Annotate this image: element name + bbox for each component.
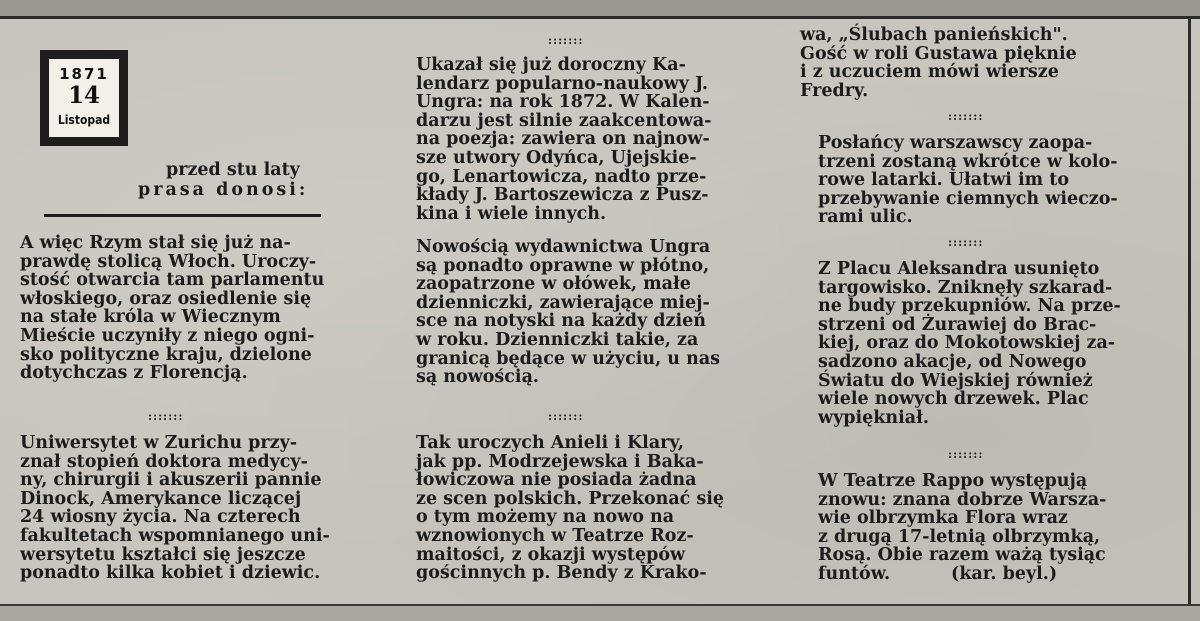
text-line: w roku. Dzienniczki takie, za: [416, 329, 699, 350]
text-line: ne budy przekupniów. Na prze-: [818, 296, 1121, 317]
date-month: Listopad: [57, 113, 111, 127]
text-line: Światu do Wiejskiej również: [818, 370, 1093, 391]
text-line: znał stopień doktora medycy-: [20, 451, 308, 472]
text-line: rowe latarki. Ułatwi im to: [818, 170, 1070, 191]
right-column-rule: [1188, 16, 1191, 606]
date-day: 14: [67, 82, 100, 109]
top-rule: [0, 16, 1200, 19]
separator: :::::::: [948, 110, 984, 123]
bottom-margin-strip: [0, 606, 1200, 621]
separator: :::::::: [548, 34, 584, 47]
text-line: strzeni od Żurawiej do Brac-: [818, 314, 1097, 335]
text-line: sko polityczne kraju, dzielone: [20, 344, 312, 365]
text-line: 24 wiosny życia. Na czterech: [20, 507, 301, 528]
kicker-line-1: przed stu laty: [166, 160, 300, 180]
date-box: [40, 50, 128, 146]
text-line: kłady J. Bartoszewicza z Pusz-: [416, 185, 709, 206]
text-line: gościnnych p. Bendy z Krako-: [416, 563, 707, 584]
text-line: są ponadto oprawne w płótno,: [416, 255, 710, 276]
text-line: o tym możemy na nowo na: [416, 507, 675, 528]
text-line: wiele nowych drzewek. Plac: [818, 389, 1089, 410]
text-line: W Teatrze Rappo występują: [818, 471, 1088, 491]
text-line: lendarz popularno-naukowy J.: [416, 73, 708, 94]
text-line: ponadto kilka kobiet i dziewic.: [20, 563, 321, 584]
text-line: ze scen polskich. Przekonać się: [416, 488, 725, 509]
text-line: dzienniczki, zawierające miej-: [416, 292, 710, 313]
article-rome: [20, 234, 324, 383]
text-line: Posłańcy warszawscy zaopa-: [818, 133, 1093, 153]
text-line: rami ulic.: [818, 207, 913, 228]
article-zurich: [20, 434, 330, 583]
text-line: granicą będące w użyciu, u nas: [416, 348, 721, 369]
text-line: wa, „Ślubach panieńskich".: [800, 25, 1068, 45]
text-line: Dinock, Amerykance liczącej: [20, 488, 302, 509]
text-line: na stałe króla w Wiecznym: [20, 307, 281, 328]
text-line: kina i wiele innych.: [416, 203, 607, 224]
text-line: na poezja: zawiera on najnow-: [416, 129, 710, 150]
text-line: wie olbrzymka Flora wraz: [818, 508, 1068, 529]
article-theatre-continued: [800, 26, 1077, 100]
text-line: Mieście uczyniły z niego ogni-: [20, 325, 315, 346]
separator: :::::::: [548, 410, 584, 423]
separator: :::::::: [148, 410, 184, 423]
kicker-line-2: prasa donosi:: [138, 180, 309, 200]
text-line: prawdę stolicą Włoch. Uroczy-: [20, 251, 317, 272]
article-diaries: [416, 238, 720, 387]
text-line: są nowością.: [416, 367, 540, 388]
text-line: jak pp. Modrzejewska i Baka-: [416, 451, 704, 472]
header-rule: [44, 214, 321, 217]
article-square: [818, 260, 1121, 427]
text-line: darzu jest silnie zaakcentowa-: [416, 110, 712, 131]
text-line: kiej, oraz do Mokotowskiej za-: [818, 333, 1116, 354]
text-line: maitości, z okazji występów: [416, 544, 686, 565]
text-line: z drugą 17-letnią olbrzymką,: [818, 526, 1101, 547]
separator: :::::::: [948, 236, 984, 249]
article-calendar: [416, 56, 711, 223]
text-line: ny, chirurgii i akuszerii pannie: [20, 470, 322, 491]
article-messengers: [818, 134, 1118, 227]
text-line: Nowością wydawnictwa Ungra: [416, 237, 711, 257]
separator: :::::::: [948, 448, 984, 461]
text-line: wypiękniał.: [818, 407, 929, 428]
text-line: targowisko. Zniknęły szkarad-: [818, 277, 1113, 298]
text-line: trzeni zostaną wkrótce w kolo-: [818, 151, 1118, 172]
text-line: wznowionych w Teatrze Roz-: [416, 525, 694, 546]
text-line: włoskiego, oraz osiedlenie się: [20, 288, 312, 309]
article-theatre-roles: [416, 434, 724, 583]
text-line: fakultetach wspomnianego uni-: [20, 525, 330, 546]
text-line: Ukazał się już doroczny Ka-: [416, 55, 686, 75]
text-line: funtów. (kar. beyl.): [818, 563, 1058, 584]
text-line: stość otwarcia tam parlamentu: [20, 270, 325, 291]
text-line: Tak uroczych Anieli i Klary,: [416, 433, 684, 453]
text-line: sadzono akacje, od Nowego: [818, 351, 1087, 372]
text-line: A więc Rzym stał się już na-: [20, 233, 291, 253]
text-line: przebywanie ciemnych wieczo-: [818, 188, 1118, 209]
text-line: łowiczowa nie posiada żadna: [416, 470, 697, 491]
text-line: znowu: znana dobrze Warsza-: [818, 489, 1107, 510]
article-rappo-theatre: [818, 472, 1106, 584]
text-line: Uniwersytet w Zurichu przy-: [20, 433, 298, 453]
text-line: Ungra: na rok 1872. W Kalen-: [416, 92, 710, 113]
text-line: Rosą. Obie razem ważą tysiąc: [818, 545, 1106, 566]
text-line: zaopatrzone w ołówek, małe: [416, 274, 691, 295]
date-year: 1871: [59, 65, 109, 83]
text-line: Fredry.: [800, 80, 869, 101]
top-margin-strip: [0, 0, 1200, 16]
text-line: sze utwory Odyńca, Ujejskie-: [416, 147, 697, 168]
text-line: Z Placu Aleksandra usunięto: [818, 259, 1100, 279]
text-line: i z uczuciem mówi wiersze: [800, 62, 1059, 83]
text-line: dotychczas z Florencją.: [20, 363, 248, 384]
text-line: go, Lenartowicza, nadto prze-: [416, 166, 707, 187]
text-line: wersytetu kształci się jeszcze: [20, 544, 306, 565]
text-line: sce na notyski na każdy dzień: [416, 311, 706, 332]
text-line: Gość w roli Gustawa pięknie: [800, 43, 1077, 64]
